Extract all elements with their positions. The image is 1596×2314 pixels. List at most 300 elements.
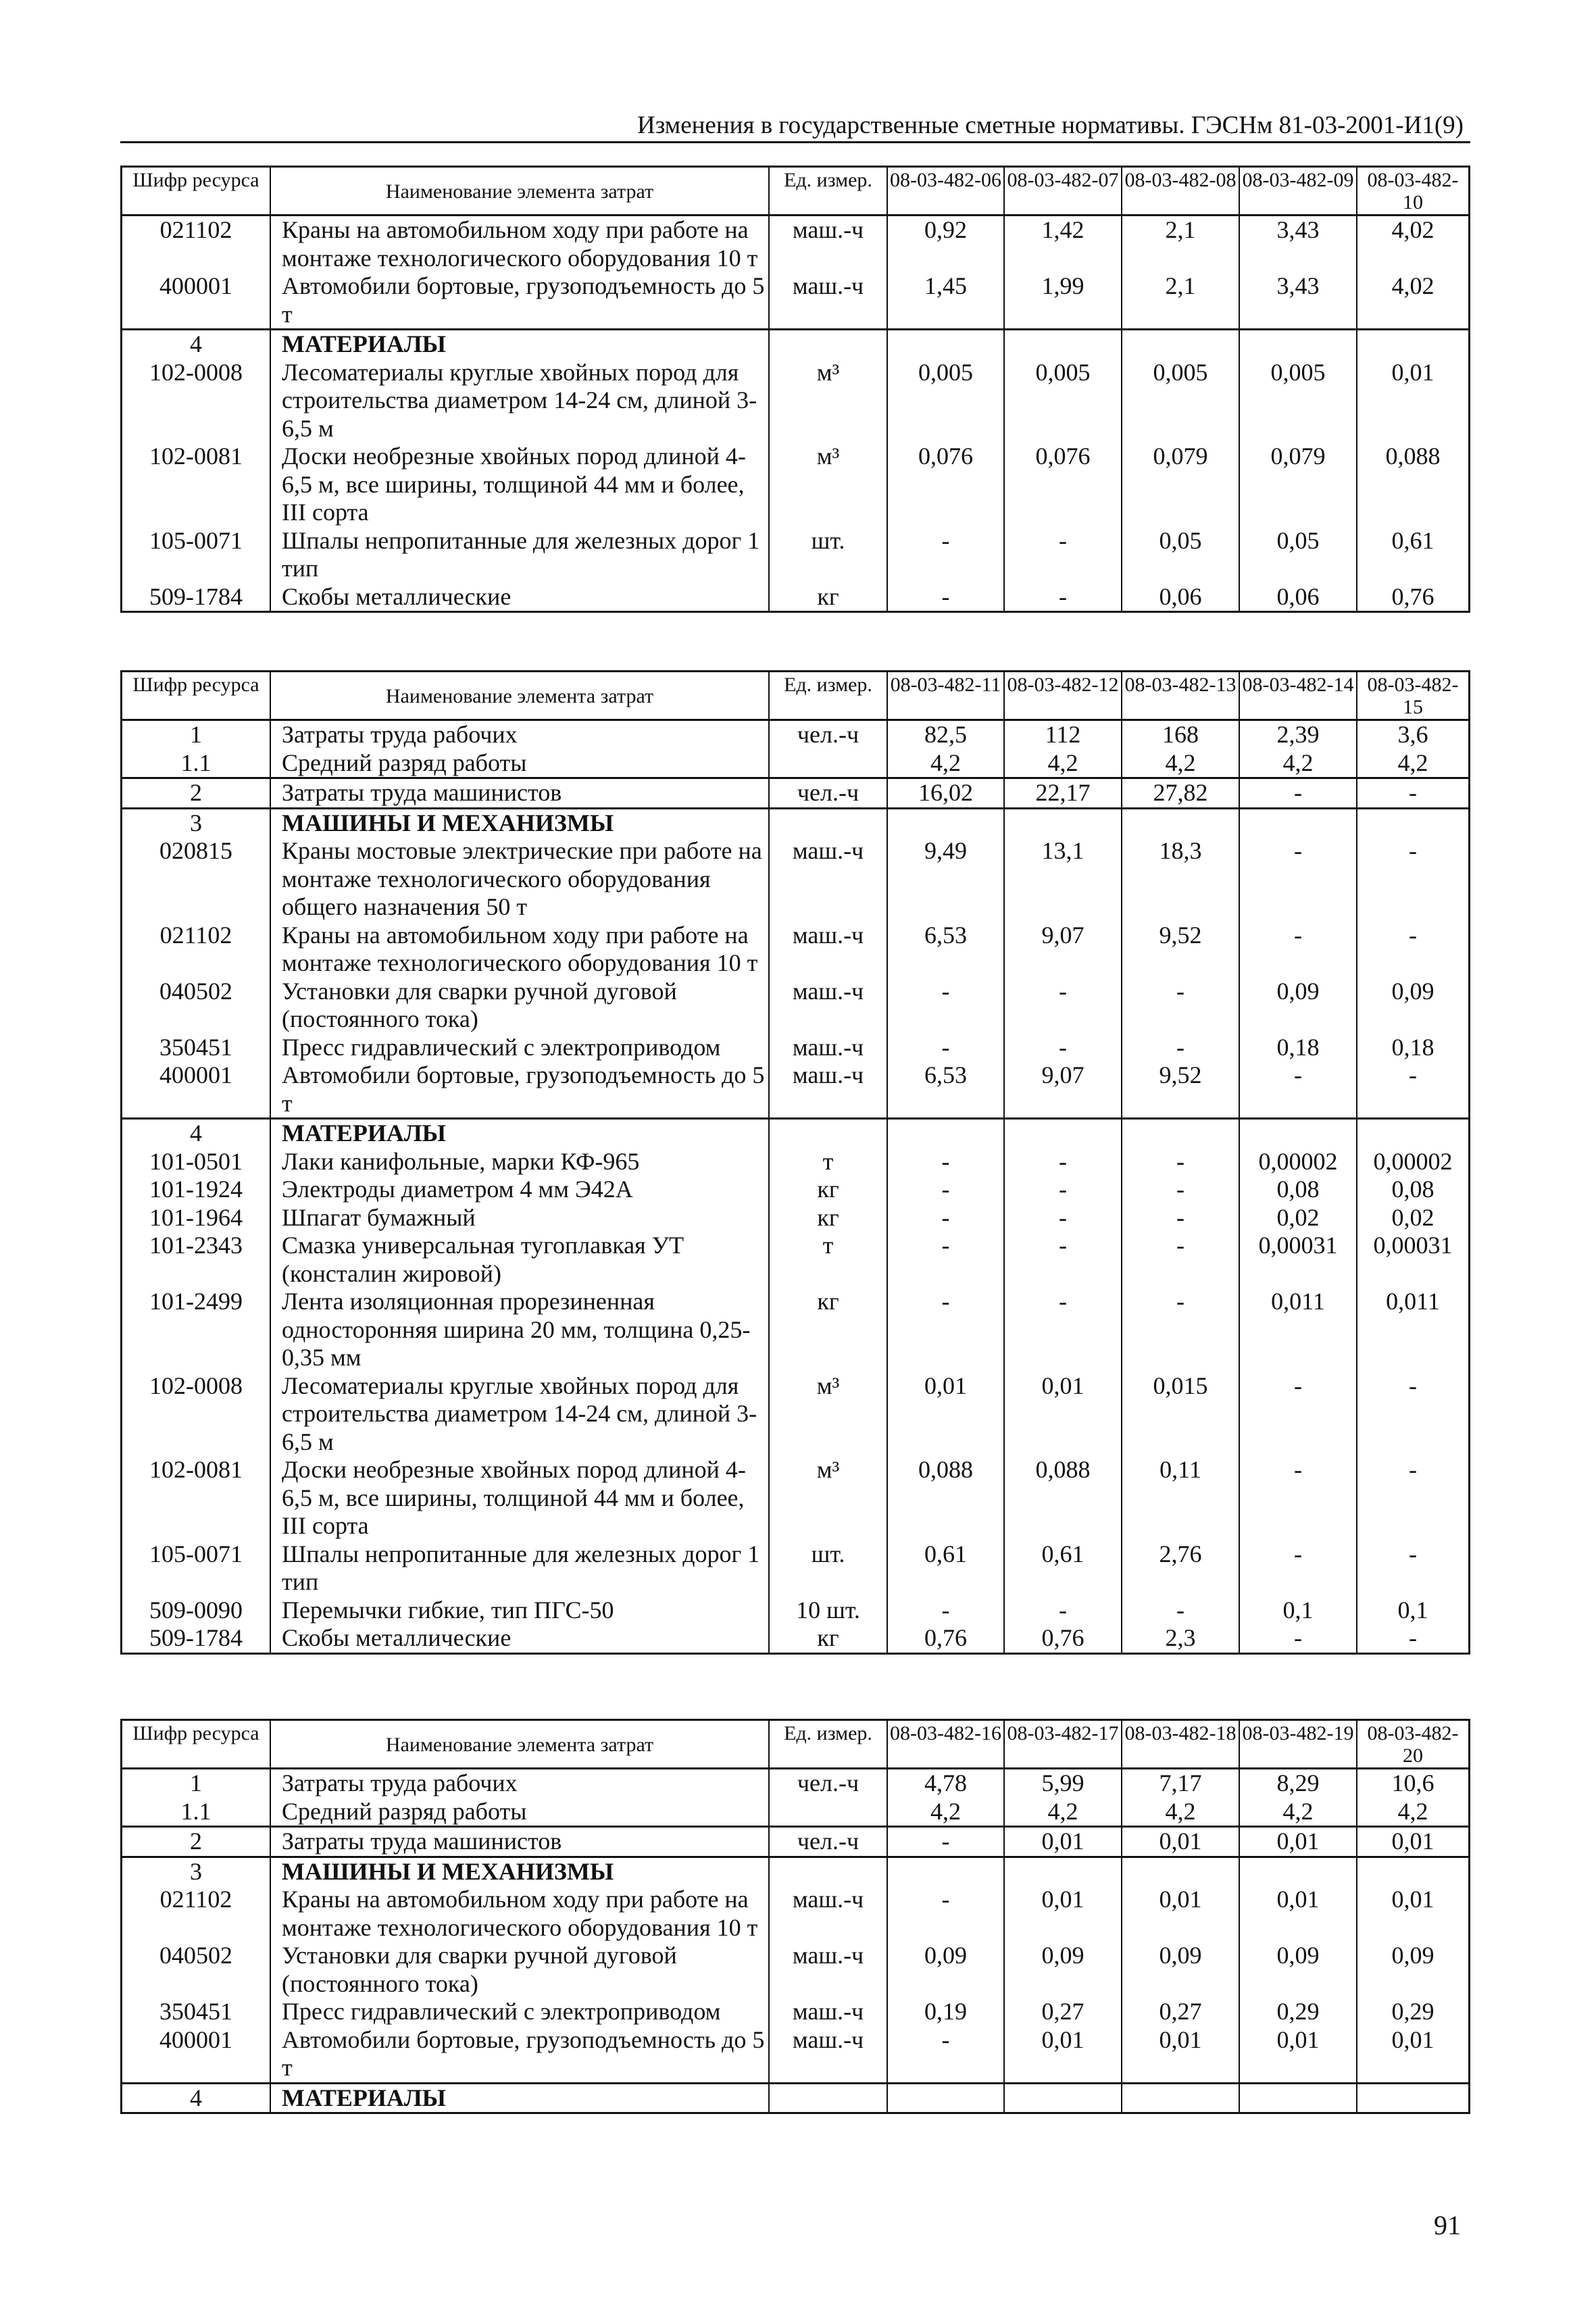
table-row bbox=[122, 1061, 1468, 1117]
column-header-norm: 08-03-482-13 bbox=[1122, 672, 1240, 721]
norm-value: 0,61 bbox=[1005, 1540, 1122, 1596]
norm-value: 10,6 bbox=[1391, 1769, 1435, 1796]
column-header-unit: Ед. измер. bbox=[770, 672, 888, 721]
column-header-code: Шифр ресурса bbox=[122, 168, 271, 216]
table-row bbox=[122, 359, 1468, 443]
table-row bbox=[122, 216, 1468, 272]
norm-value: 5,99 bbox=[1005, 1769, 1122, 1798]
cost-element-name: Лесоматериалы круглые хвойных пород для строительства диаметром 14-24 см, длиной 3-6,5 м bbox=[271, 1372, 770, 1457]
norm-value: 16,02 bbox=[888, 777, 1005, 807]
resource-code: 101-1964 bbox=[122, 1204, 271, 1232]
norm-value: 0,01 bbox=[1005, 1886, 1122, 1942]
table-row bbox=[122, 1372, 1468, 1457]
norm-value: - bbox=[1005, 1204, 1122, 1232]
unit-of-measure: кг bbox=[770, 1204, 888, 1232]
norm-value: - bbox=[1005, 527, 1122, 583]
norm-value: 4,2 bbox=[1122, 1798, 1240, 1826]
norm-value bbox=[1122, 807, 1240, 838]
table-header bbox=[122, 168, 1468, 216]
resource-code: 102-0008 bbox=[122, 1372, 271, 1457]
norm-value bbox=[1005, 1117, 1122, 1148]
unit-of-measure: маш.-ч bbox=[770, 1061, 888, 1117]
norm-value: 0,05 bbox=[1122, 527, 1240, 583]
resource-code: 3 bbox=[122, 807, 271, 838]
norm-value: 0,079 bbox=[1240, 443, 1357, 527]
table-row bbox=[122, 1826, 1468, 1856]
norm-value: 2,1 bbox=[1122, 272, 1240, 328]
table-row bbox=[122, 1176, 1468, 1204]
unit-of-measure bbox=[770, 1117, 888, 1148]
cost-element-name: Шпагат бумажный bbox=[271, 1204, 770, 1232]
column-header-name: Наименование элемента затрат bbox=[271, 1721, 770, 1769]
norm-value: 0,19 bbox=[888, 1998, 1005, 2026]
section-row bbox=[122, 1117, 1468, 1148]
resource-code: 101-2343 bbox=[122, 1232, 271, 1288]
norm-value: - bbox=[1240, 1456, 1357, 1540]
column-header-name: Наименование элемента затрат bbox=[271, 168, 770, 216]
norm-value: 0,61 bbox=[888, 1540, 1005, 1596]
norm-value: 2,1 bbox=[1122, 216, 1240, 272]
unit-of-measure: маш.-ч bbox=[770, 922, 888, 978]
unit-of-measure: т bbox=[770, 1148, 888, 1176]
cost-element-name: Доски необрезные хвойных пород длиной 4-6,5 м, все ширины, толщиной 44 мм и более, III сорта bbox=[271, 443, 770, 527]
norm-value: - bbox=[888, 1826, 1005, 1856]
unit-of-measure: чел.-ч bbox=[770, 777, 888, 807]
norm-value: 82,5 bbox=[888, 721, 1005, 749]
cost-element-name: Краны на автомобильном ходу при работе на монтаже технологического оборудования 10 т bbox=[271, 216, 770, 272]
norm-value: 0,076 bbox=[1005, 443, 1122, 527]
section-row bbox=[122, 2082, 1468, 2113]
norm-value: 13,1 bbox=[1005, 837, 1122, 922]
norm-value: 4,02 bbox=[1391, 272, 1435, 299]
unit-of-measure bbox=[770, 328, 888, 359]
norm-value: 0,00002 bbox=[1373, 1147, 1453, 1175]
norm-value: - bbox=[1005, 1596, 1122, 1625]
cost-element-name: Пресс гидравлический с электроприводом bbox=[271, 1034, 770, 1062]
resource-code: 040502 bbox=[122, 1942, 271, 1998]
section-row bbox=[122, 1856, 1468, 1886]
resource-code: 105-0071 bbox=[122, 527, 271, 583]
cost-element-name: МАТЕРИАЛЫ bbox=[271, 328, 770, 359]
cost-element-name: Затраты труда машинистов bbox=[271, 1826, 770, 1856]
norm-value: - bbox=[888, 1034, 1005, 1062]
cost-element-name: Краны на автомобильном ходу при работе на монтаже технологического оборудования 10 т bbox=[271, 922, 770, 978]
norm-value: 18,3 bbox=[1122, 837, 1240, 922]
norm-value bbox=[1240, 2082, 1357, 2113]
resource-code: 102-0081 bbox=[122, 443, 271, 527]
norm-value: 112 bbox=[1005, 721, 1122, 749]
cost-element-name: МАШИНЫ И МЕХАНИЗМЫ bbox=[271, 807, 770, 838]
norm-value: 22,17 bbox=[1005, 777, 1122, 807]
unit-of-measure: маш.-ч bbox=[770, 1998, 888, 2026]
table-row bbox=[122, 527, 1468, 583]
norm-value: 0,01 bbox=[1357, 1826, 1468, 1856]
norm-value: - bbox=[1409, 1061, 1417, 1088]
cost-element-name: Автомобили бортовые, грузоподъемность до 5 т bbox=[271, 1061, 770, 1117]
norm-value: 27,82 bbox=[1122, 777, 1240, 807]
norm-value: 4,2 bbox=[1005, 749, 1122, 778]
page-number: 91 bbox=[1434, 2210, 1461, 2240]
norm-value: 0,01 bbox=[1240, 1886, 1357, 1942]
cost-element-name: Краны на автомобильном ходу при работе на монтаже технологического оборудования 10 т bbox=[271, 1886, 770, 1942]
cost-element-name: МАТЕРИАЛЫ bbox=[271, 1117, 770, 1148]
norm-value: 0,088 bbox=[888, 1456, 1005, 1540]
norm-value: 0,18 bbox=[1391, 1033, 1435, 1061]
norm-value bbox=[888, 807, 1005, 838]
norm-value: 0,088 bbox=[1005, 1456, 1122, 1540]
norm-value: 0,06 bbox=[1240, 583, 1357, 611]
norm-value: 1,45 bbox=[888, 272, 1005, 328]
norm-value bbox=[1005, 1856, 1122, 1886]
norm-value: 0,09 bbox=[1391, 1942, 1435, 1969]
resource-code: 102-0008 bbox=[122, 359, 271, 443]
resource-code: 509-1784 bbox=[122, 583, 271, 611]
norm-value bbox=[888, 1856, 1005, 1886]
norm-value: 0,09 bbox=[1240, 978, 1357, 1034]
cost-element-name: МАТЕРИАЛЫ bbox=[271, 2082, 770, 2113]
resource-code: 350451 bbox=[122, 1034, 271, 1062]
norm-value: 1,42 bbox=[1005, 216, 1122, 272]
norm-value: 0,01 bbox=[1391, 1886, 1435, 1913]
norm-value: - bbox=[888, 1176, 1005, 1204]
unit-of-measure: маш.-ч bbox=[770, 2026, 888, 2082]
norm-value: 0,76 bbox=[888, 1624, 1005, 1653]
norm-value: 4,2 bbox=[1005, 1798, 1122, 1826]
norm-value: 7,17 bbox=[1122, 1769, 1240, 1798]
resource-code: 350451 bbox=[122, 1998, 271, 2026]
unit-of-measure bbox=[770, 2082, 888, 2113]
norm-value: 168 bbox=[1122, 721, 1240, 749]
resource-code: 2 bbox=[122, 777, 271, 807]
norm-value: 0,01 bbox=[1391, 358, 1435, 386]
resource-code: 2 bbox=[122, 1826, 271, 1856]
norm-value bbox=[1357, 807, 1468, 838]
norm-value: 0,29 bbox=[1240, 1998, 1357, 2026]
norm-value: - bbox=[888, 1204, 1005, 1232]
norm-value: - bbox=[1240, 837, 1357, 922]
cost-element-name: Доски необрезные хвойных пород длиной 4-6,5 м, все ширины, толщиной 44 мм и более, III сорта bbox=[271, 1456, 770, 1540]
norm-value bbox=[1122, 1856, 1240, 1886]
norm-value: - bbox=[1005, 1148, 1122, 1176]
table-row bbox=[122, 1148, 1468, 1176]
norm-value: - bbox=[888, 2026, 1005, 2082]
table-row bbox=[122, 1886, 1468, 1942]
cost-element-name: Лесоматериалы круглые хвойных пород для строительства диаметром 14-24 см, длиной 3-6,5 м bbox=[271, 359, 770, 443]
norm-value: 4,2 bbox=[1397, 1797, 1428, 1825]
norm-value: 0,61 bbox=[1391, 526, 1435, 554]
unit-of-measure: чел.-ч bbox=[770, 721, 888, 749]
norm-value: - bbox=[1122, 1204, 1240, 1232]
resource-code: 4 bbox=[122, 328, 271, 359]
norm-value bbox=[888, 1117, 1005, 1148]
resource-code: 1.1 bbox=[122, 749, 271, 778]
resource-code: 1 bbox=[122, 1769, 271, 1798]
cost-element-name: Затраты труда рабочих bbox=[271, 1769, 770, 1798]
cost-element-name: Скобы металлические bbox=[271, 1624, 770, 1653]
norm-value bbox=[1357, 1856, 1468, 1886]
norm-value: 9,07 bbox=[1005, 1061, 1122, 1117]
unit-of-measure: маш.-ч bbox=[770, 272, 888, 328]
norm-value: 0,079 bbox=[1122, 443, 1240, 527]
norm-value bbox=[1005, 2082, 1122, 2113]
norm-value: 2,76 bbox=[1122, 1540, 1240, 1596]
norm-value: 0,09 bbox=[1005, 1942, 1122, 1998]
column-header-norm: 08-03-482-16 bbox=[888, 1721, 1005, 1769]
norm-value: 0,011 bbox=[1240, 1288, 1357, 1372]
norm-value: 0,09 bbox=[888, 1942, 1005, 1998]
resource-code: 101-0501 bbox=[122, 1148, 271, 1176]
resource-code: 1 bbox=[122, 721, 271, 749]
resource-code: 4 bbox=[122, 1117, 271, 1148]
norm-value: - bbox=[1240, 1372, 1357, 1457]
norm-value: 4,2 bbox=[888, 1798, 1005, 1826]
norm-value: 0,02 bbox=[1240, 1204, 1357, 1232]
norm-value: 0,06 bbox=[1122, 583, 1240, 611]
table-row bbox=[122, 1798, 1468, 1826]
norm-value: 0,00031 bbox=[1373, 1232, 1453, 1259]
cost-element-name: Пресс гидравлический с электроприводом bbox=[271, 1998, 770, 2026]
norm-value: 9,52 bbox=[1122, 922, 1240, 978]
norm-value: - bbox=[1005, 1288, 1122, 1372]
resource-code: 021102 bbox=[122, 216, 271, 272]
column-header-norm: 08-03-482-06 bbox=[888, 168, 1005, 216]
norm-value: - bbox=[1005, 1176, 1122, 1204]
unit-of-measure: маш.-ч bbox=[770, 1942, 888, 1998]
norm-value: 6,53 bbox=[888, 922, 1005, 978]
table-row bbox=[122, 837, 1468, 922]
column-header-norm: 08-03-482-08 bbox=[1122, 168, 1240, 216]
column-header-name: Наименование элемента затрат bbox=[271, 672, 770, 721]
resource-code: 101-1924 bbox=[122, 1176, 271, 1204]
unit-of-measure bbox=[770, 1798, 888, 1826]
norm-value: 0,01 bbox=[1122, 1886, 1240, 1942]
norm-value: - bbox=[1409, 837, 1417, 864]
unit-of-measure bbox=[770, 1856, 888, 1886]
unit-of-measure: чел.-ч bbox=[770, 1769, 888, 1798]
norm-value: 0,01 bbox=[1005, 1372, 1122, 1457]
resource-code: 021102 bbox=[122, 1886, 271, 1942]
table-row bbox=[122, 1769, 1468, 1798]
column-header-code: Шифр ресурса bbox=[122, 672, 271, 721]
norm-value: 0,015 bbox=[1122, 1372, 1240, 1457]
norm-value: 0,01 bbox=[888, 1372, 1005, 1457]
cost-element-name: Перемычки гибкие, тип ПГС-50 bbox=[271, 1596, 770, 1625]
norm-value: - bbox=[1122, 1232, 1240, 1288]
norm-value bbox=[888, 328, 1005, 359]
norm-value: 3,43 bbox=[1240, 216, 1357, 272]
norm-value: 0,011 bbox=[1386, 1288, 1440, 1315]
resource-code: 509-1784 bbox=[122, 1624, 271, 1653]
column-header-norm: 08-03-482-07 bbox=[1005, 168, 1122, 216]
norm-value: - bbox=[1240, 1624, 1357, 1653]
unit-of-measure: маш.-ч bbox=[770, 216, 888, 272]
column-header-code: Шифр ресурса bbox=[122, 1721, 271, 1769]
unit-of-measure: маш.-ч bbox=[770, 837, 888, 922]
unit-of-measure: кг bbox=[770, 1176, 888, 1204]
table-row bbox=[122, 1998, 1468, 2026]
cost-element-name: Лента изоляционная прорезиненная односторонняя ширина 20 мм, толщина 0,25-0,35 мм bbox=[271, 1288, 770, 1372]
norm-value bbox=[1122, 328, 1240, 359]
norm-value: - bbox=[1005, 583, 1122, 611]
norms-table-2 bbox=[120, 670, 1470, 1655]
cost-element-name: Установки для сварки ручной дуговой (постоянного тока) bbox=[271, 978, 770, 1034]
unit-of-measure bbox=[770, 807, 888, 838]
resource-code: 105-0071 bbox=[122, 1540, 271, 1596]
resource-code: 040502 bbox=[122, 978, 271, 1034]
norm-value: 4,2 bbox=[1122, 749, 1240, 778]
column-header-norm: 08-03-482-20 bbox=[1357, 1721, 1468, 1769]
norm-value: 0,01 bbox=[1122, 2026, 1240, 2082]
column-header-norm: 08-03-482-14 bbox=[1240, 672, 1357, 721]
norm-value: - bbox=[1122, 978, 1240, 1034]
norm-value: - bbox=[888, 1288, 1005, 1372]
norm-value: - bbox=[1122, 1148, 1240, 1176]
unit-of-measure: маш.-ч bbox=[770, 978, 888, 1034]
table-row bbox=[122, 443, 1468, 527]
norm-value: - bbox=[1357, 777, 1468, 807]
unit-of-measure: шт. bbox=[770, 527, 888, 583]
norm-value: 0,088 bbox=[1385, 443, 1441, 470]
norm-value: - bbox=[1240, 777, 1357, 807]
norm-value: 3,43 bbox=[1240, 272, 1357, 328]
resource-code: 3 bbox=[122, 1856, 271, 1886]
cost-element-name: Средний разряд работы bbox=[271, 1798, 770, 1826]
cost-element-name: Электроды диаметром 4 мм Э42А bbox=[271, 1176, 770, 1204]
table-row bbox=[122, 2026, 1468, 2082]
norm-value: 0,005 bbox=[1122, 359, 1240, 443]
norm-value: 0,01 bbox=[1391, 2026, 1435, 2053]
norm-value: - bbox=[1005, 1232, 1122, 1288]
unit-of-measure: м³ bbox=[770, 1456, 888, 1540]
column-header-unit: Ед. измер. bbox=[770, 1721, 888, 1769]
column-header-norm: 08-03-482-11 bbox=[888, 672, 1005, 721]
norm-value bbox=[1240, 1856, 1357, 1886]
column-header-norm: 08-03-482-12 bbox=[1005, 672, 1122, 721]
norm-value: 0,08 bbox=[1240, 1176, 1357, 1204]
norm-value: - bbox=[1409, 1456, 1417, 1483]
column-header-norm: 08-03-482-19 bbox=[1240, 1721, 1357, 1769]
table-row bbox=[122, 272, 1468, 328]
norm-value: - bbox=[888, 978, 1005, 1034]
table-row bbox=[122, 1034, 1468, 1062]
resource-code: 020815 bbox=[122, 837, 271, 922]
norm-value bbox=[1240, 1117, 1357, 1148]
norm-value: - bbox=[1005, 978, 1122, 1034]
unit-of-measure: м³ bbox=[770, 359, 888, 443]
norm-value: 0,29 bbox=[1391, 1998, 1435, 2025]
norm-value: 0,1 bbox=[1397, 1596, 1428, 1624]
unit-of-measure: кг bbox=[770, 583, 888, 611]
norm-value: 0,27 bbox=[1005, 1998, 1122, 2026]
norm-value: 0,01 bbox=[1005, 1826, 1122, 1856]
cost-element-name: Скобы металлические bbox=[271, 583, 770, 611]
resource-code: 400001 bbox=[122, 1061, 271, 1117]
norm-value: 0,01 bbox=[1240, 2026, 1357, 2082]
cost-element-name: Краны мостовые электрические при работе на монтаже технологического оборудования общего назначения 50 т bbox=[271, 837, 770, 922]
norm-value: 0,92 bbox=[888, 216, 1005, 272]
resource-code: 400001 bbox=[122, 272, 271, 328]
table-row bbox=[122, 777, 1468, 807]
unit-of-measure: м³ bbox=[770, 1372, 888, 1457]
unit-of-measure: чел.-ч bbox=[770, 1826, 888, 1856]
cost-element-name: МАШИНЫ И МЕХАНИЗМЫ bbox=[271, 1856, 770, 1886]
norm-value: - bbox=[1409, 1372, 1417, 1399]
norm-value: 1,99 bbox=[1005, 272, 1122, 328]
norm-value: 0,01 bbox=[1240, 1826, 1357, 1856]
norm-value: 0,09 bbox=[1391, 977, 1435, 1005]
unit-of-measure: т bbox=[770, 1232, 888, 1288]
norm-value: 4,02 bbox=[1391, 216, 1435, 243]
norm-value: 0,76 bbox=[1005, 1624, 1122, 1653]
cost-element-name: Шпалы непропитанные для железных дорог 1 тип bbox=[271, 1540, 770, 1596]
norm-value: 0,18 bbox=[1240, 1034, 1357, 1062]
table-row bbox=[122, 922, 1468, 978]
norm-value: 9,49 bbox=[888, 837, 1005, 922]
norm-value: 4,2 bbox=[1397, 749, 1428, 776]
table-row bbox=[122, 1540, 1468, 1596]
norm-value: 0,09 bbox=[1240, 1942, 1357, 1998]
norm-value bbox=[1357, 2082, 1468, 2113]
table-header bbox=[122, 672, 1468, 721]
norm-value bbox=[1357, 328, 1468, 359]
cost-element-name: Затраты труда машинистов bbox=[271, 777, 770, 807]
norm-value bbox=[888, 2082, 1005, 2113]
unit-of-measure: маш.-ч bbox=[770, 1034, 888, 1062]
table-row bbox=[122, 1624, 1468, 1653]
norm-value: 4,2 bbox=[1240, 749, 1357, 778]
column-header-norm: 08-03-482-10 bbox=[1357, 168, 1468, 216]
norms-table-3 bbox=[120, 1719, 1470, 2114]
norm-value bbox=[1122, 2082, 1240, 2113]
norm-value: 0,09 bbox=[1122, 1942, 1240, 1998]
norm-value: - bbox=[888, 583, 1005, 611]
norm-value: 0,27 bbox=[1122, 1998, 1240, 2026]
column-header-norm: 08-03-482-09 bbox=[1240, 168, 1357, 216]
cost-element-name: Автомобили бортовые, грузоподъемность до 5 т bbox=[271, 272, 770, 328]
norm-value bbox=[1005, 807, 1122, 838]
table-row bbox=[122, 749, 1468, 778]
table-row bbox=[122, 583, 1468, 611]
norm-value bbox=[1240, 807, 1357, 838]
resource-code: 400001 bbox=[122, 2026, 271, 2082]
table-row bbox=[122, 1596, 1468, 1625]
section-row bbox=[122, 328, 1468, 359]
resource-code: 101-2499 bbox=[122, 1288, 271, 1372]
resource-code: 4 bbox=[122, 2082, 271, 2113]
norm-value: - bbox=[1122, 1596, 1240, 1625]
resource-code: 102-0081 bbox=[122, 1456, 271, 1540]
norm-value: - bbox=[1409, 1624, 1417, 1651]
column-header-norm: 08-03-482-18 bbox=[1122, 1721, 1240, 1769]
norm-value: 0,11 bbox=[1122, 1456, 1240, 1540]
norm-value: 0,01 bbox=[1122, 1826, 1240, 1856]
norm-value: 0,02 bbox=[1391, 1203, 1435, 1231]
table-row bbox=[122, 1456, 1468, 1540]
resource-code: 021102 bbox=[122, 922, 271, 978]
cost-element-name: Шпалы непропитанные для железных дорог 1 тип bbox=[271, 527, 770, 583]
norm-value: 4,2 bbox=[888, 749, 1005, 778]
norm-value: 4,78 bbox=[888, 1769, 1005, 1798]
cost-element-name: Средний разряд работы bbox=[271, 749, 770, 778]
cost-element-name: Затраты труда рабочих bbox=[271, 721, 770, 749]
table-row bbox=[122, 1288, 1468, 1372]
norm-value: 0,76 bbox=[1391, 582, 1435, 610]
norm-value: - bbox=[888, 1886, 1005, 1942]
norm-value: 0,005 bbox=[1240, 359, 1357, 443]
resource-code: 1.1 bbox=[122, 1798, 271, 1826]
norm-value: 0,00031 bbox=[1240, 1232, 1357, 1288]
norm-value: 4,2 bbox=[1240, 1798, 1357, 1826]
